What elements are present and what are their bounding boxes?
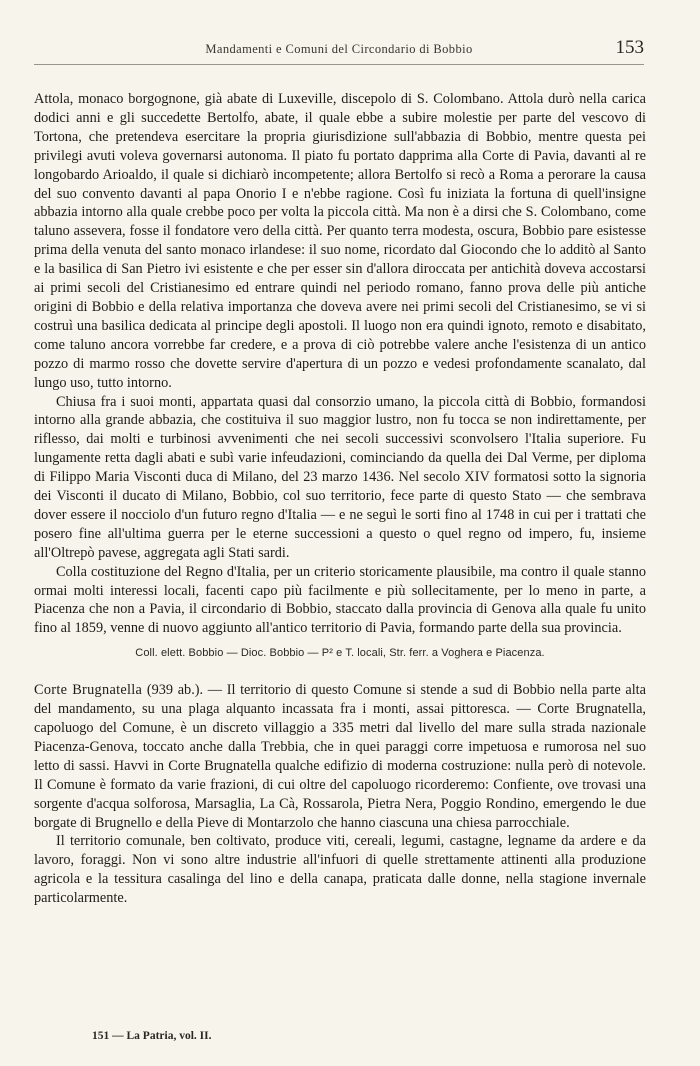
electoral-info-line: Coll. elett. Bobbio — Dioc. Bobbio — P² e T. locali, Str. ferr. a Voghera e Piacenza.	[135, 647, 545, 660]
body-paragraph: Attola, monaco borgognone, già abate di Luxeville, discepolo di S. Colombano. Attola durò nella carica dodici anni e gli succedette Bertolfo, abate, il quale ebbe a subire molestie per parte del vescovo di Tortona, che pretendeva esercitare la propria giurisdizione sull'abbazia di Bobbio, mentre questa pei privilegi avuti voleva governarsi autonoma. Il piato fu portato dapprima alla Corte di Pavia, davanti al re longobardo Arioaldo, il quale si dichiarò incompetente; allora Bertolfo si recò a Roma a perorare la causa del suo convento davanti al papa Onorio I e n'ebbe ragione. Così fu iniziata la fortuna di quell'insigne abbazia intorno alla quale crebbe poco per volta la piccola città. Ma non è a dirsi che S. Colombano, come taluno asseverа, fosse il fondatore vero della città. Per quanto terra modesta, oscura, Bobbio pare esistesse prima della venuta del santo monaco irlandese: il suo nome, ricordato dal Giocondo che lo additò al Santo e la basilica di San Pietro ivi esistente e che per esser sin d'allora diroccata per antichità doveva accostarsi ai primi secoli del Cristianesimo ed entrare quindi nel periodo romano, fanno prova delle più antiche origini di Bobbio e della relativa importanza che doveva avere nei primi secoli del Cristianesimo, se vi si costruì una basilica dedicata al principe degli apostoli. Il luogo non era quindi ignoto, remoto e disabitato, come taluno ancora vorrebbe far credere, e a prova di ciò potrebbe valere anche l'esistenza di un antico pozzo di marmo rosso che dovette servire d'apertura di un pozzo e vedesi profondamente scanalato, dal lungo uso, tutto intorno.	[34, 91, 646, 391]
entry-population: (939 ab.).	[146, 682, 204, 699]
body-paragraph: Colla costituzione del Regno d'Italia, per un criterio storicamente plausibile, ma contro il quale stanno ormai molti interessi locali, facenti capo più facilmente e più sollecitamente, per lo meno in parte, a Piacenza che non a Pavia, il circondario di Bobbio, staccato dalla provincia di Genova alla quale fu unito fino al 1859, venne di nuovo aggiunto all'antico territorio di Pavia, formando parte della sua provincia.	[34, 563, 646, 637]
entry-title: Corte Brugnatella	[34, 682, 143, 699]
page-footer: 151 — La Patria, vol. II.	[92, 1030, 212, 1042]
entry-paragraph-2: Il territorio comunale, ben coltivato, produce viti, cereali, legumi, castagne, legname da ardere e da lavoro, foraggi. Non vi sono altre industrie all'infuori di quelle strettamente attinenti alla produzione agricola e la tessitura casalinga del lino e della canapa, praticata dalle donne, nella stagione invernale particolarmente.	[34, 833, 646, 907]
entry-paragraph	[34, 681, 646, 832]
running-title: Mandamenti e Comuni del Circondario di Bobbio	[205, 42, 473, 56]
entry-text: — Il territorio di questo Comune si stende a sud di Bobbio nella parte alta del mandamento, su una plaga alquanto incassata fra i monti, assai pittoresca. — Corte Brugnatella, capoluogo del Comune, è un discreto villaggio a 335 metri dal livello del mare sulla strada nazionale Piacenza-Genova, toccato anche dalla Trebbia, che in quei paraggi corre impetuosa e rumorosa nel suo letto di sassi. Havvi in Corte Brugnatella qualche edifizio di moderna costruzione: nulla però di notevole. Il Comune è formato da varie frazioni, di cui oltre del capoluogo ricorderemo: Confiente, ove trovasi una sorgente d'acqua solforosa, Marsaglia, La Cà, Rossarola, Pietra Nera, Poggio Rondino, emergendo le due borgate di Brugnello e della Pieve di Montarzolo che hanno ciascuna una chiesa parrocchiale.	[34, 682, 646, 831]
page-body	[34, 90, 646, 908]
page-number: 153	[615, 37, 644, 58]
page-header	[34, 37, 644, 65]
body-paragraph: Chiusa fra i suoi monti, appartata quasi dal consorzio umano, la piccola città di Bobbio, formandosi intorno alla grande abbazia, che costituiva il suo maggior lustro, non fu tocca se non indirettamente, per riflesso, dai molti e turbinosi avvenimenti che nei secoli successivi sconvolsero l'Italia superiore. Fu lungamente retta dagli abati e subì varie infeudazioni, cominciando da quella dei Dal Verme, per diploma di Filippo Maria Visconti duca di Milano, del 23 marzo 1436. Nel secolo XIV formatosi sotto la signoria dei Visconti il ducato di Milano, Bobbio, col suo territorio, fece parte di questo Stato — che sembrava dover essere il nocciolo d'un futuro regno d'Italia — e ne seguì le sorti fino al 1748 in cui per i trattati che posero fine all'ultima guerra per le eterne successioni a questo o quel regno od impero, fu, insieme all'Oltrepò pavese, aggregata agli Stati sardi.	[34, 393, 646, 561]
